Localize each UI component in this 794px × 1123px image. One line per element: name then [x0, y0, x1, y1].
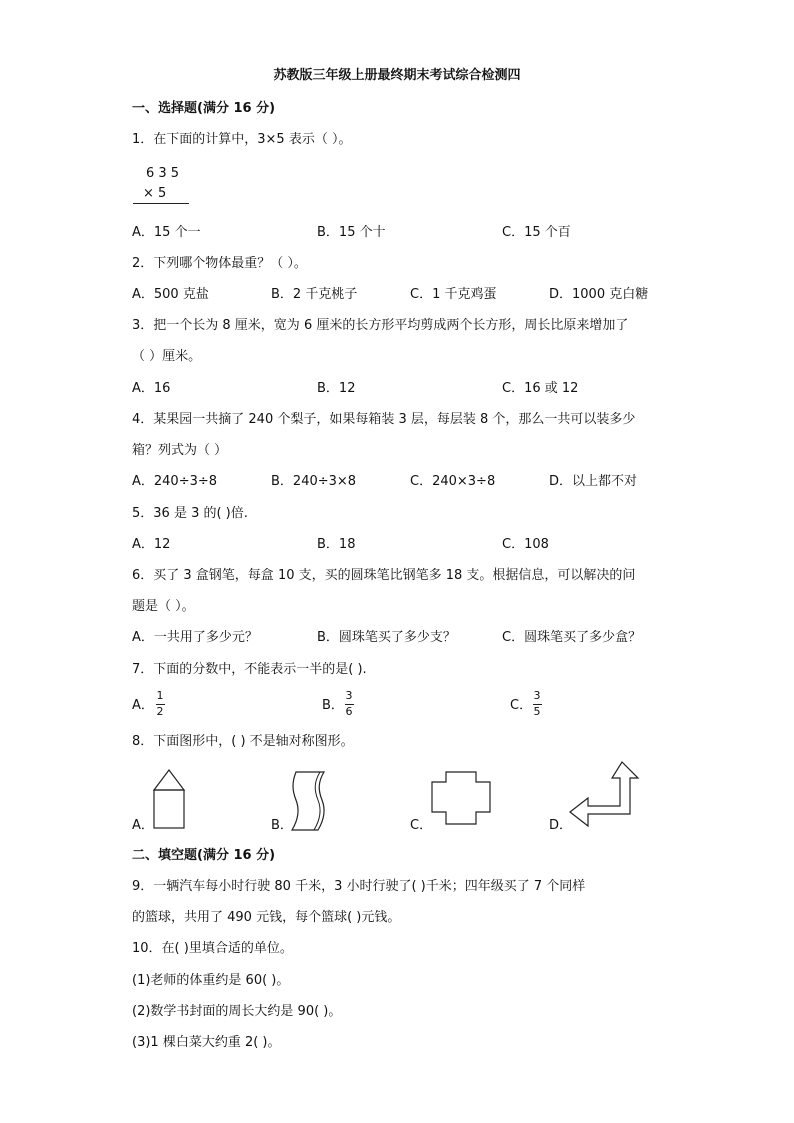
section-heading-choice: 一、选择题(满分 16 分): [132, 101, 276, 116]
question-4-option-b: B．240÷3×8: [271, 474, 357, 489]
question-9-line1: 9．一辆汽车每小时行驶 80 千米，3 小时行驶了( )千米；四年级买了 7 个同样: [132, 879, 586, 894]
question-10-item-2: (2)数学书封面的周长大约是 90( )。: [132, 1004, 342, 1019]
question-1-option-b: B．15 个十: [317, 225, 386, 240]
question-5-option-b: B．18: [317, 537, 356, 552]
question-2-option-c: C．1 千克鸡蛋: [410, 287, 497, 302]
question-2-stem: 2．下列哪个物体最重？（ ）。: [132, 256, 307, 271]
question-6-stem-line1: 6．买了 3 盒钢笔，每盒 10 支，买的圆珠笔比钢笔多 18 支。根据信息，可以解决的问: [132, 568, 636, 583]
question-4-stem-line1: 4．某果园一共摘了 240 个梨子，如果每箱装 3 层，每层装 8 个，那么一共可以装多少: [132, 412, 636, 427]
question-10-item-3: (3)1 棵白菜大约重 2( )。: [132, 1035, 281, 1050]
question-1-stem: 1．在下面的计算中，3×5 表示（ ）。: [132, 132, 352, 147]
question-10-item-1: (1)老师的体重约是 60( )。: [132, 973, 290, 988]
calc-multiplier: × 5: [143, 186, 167, 201]
question-9-line2: 的篮球，共用了 490 元钱，每个篮球( )元钱。: [132, 910, 401, 925]
question-3-option-a: A．16: [132, 381, 171, 396]
calc-multiplicand: 6 3 5: [146, 166, 180, 181]
question-1-option-a: A．15 个一: [132, 225, 201, 240]
question-6-option-b: B．圆珠笔买了多少支？: [317, 630, 456, 645]
question-5-option-c: C．108: [502, 537, 549, 552]
bent-arrow-shape-icon: [568, 760, 640, 830]
question-7-option-c-numerator: 3: [533, 689, 541, 702]
question-4-option-d: D．以上都不对: [549, 474, 638, 489]
section-heading-fill-in: 二、填空题(满分 16 分): [132, 848, 276, 863]
question-8-option-b-label: B．: [271, 818, 293, 833]
question-3-stem-line2: （ ）厘米。: [132, 349, 202, 364]
question-4-option-a: A．240÷3÷8: [132, 474, 218, 489]
question-8-option-c-label: C．: [410, 818, 433, 833]
question-7-option-a-label: A．: [132, 698, 154, 713]
question-2-option-b: B．2 千克桃子: [271, 287, 358, 302]
question-10-stem: 10．在( )里填合适的单位。: [132, 941, 293, 956]
question-7-option-c-label: C．: [510, 698, 533, 713]
question-3-option-b: B．12: [317, 381, 356, 396]
question-8-option-d-label: D．: [549, 818, 573, 833]
question-6-option-c: C．圆珠笔买了多少盒？: [502, 630, 642, 645]
page-title: 苏教版三年级上册最终期末考试综合检测四: [273, 68, 521, 83]
question-2-option-d: D．1000 克白糖: [549, 287, 649, 302]
question-3-stem-line1: 3．把一个长为 8 厘米，宽为 6 厘米的长方形平均剪成两个长方形，周长比原来增加了: [132, 318, 629, 333]
calc-underline: [133, 203, 189, 204]
question-7-option-a-numerator: 1: [156, 689, 164, 702]
question-8-stem: 8．下面图形中，( ) 不是轴对称图形。: [132, 734, 354, 749]
question-4-stem-line2: 箱？列式为（ ）: [132, 443, 228, 458]
question-2-option-a: A．500 克盐: [132, 287, 209, 302]
question-1-option-c: C．15 个百: [502, 225, 571, 240]
question-7-option-c-denominator: 5: [533, 705, 541, 718]
question-7-option-b-denominator: 6: [345, 705, 353, 718]
question-6-stem-line2: 题是（ ）。: [132, 599, 195, 614]
question-7-stem: 7．下面的分数中，不能表示一半的是( ).: [132, 662, 367, 677]
plus-cross-shape-icon: [430, 770, 492, 826]
question-7-option-b-numerator: 3: [345, 689, 353, 702]
question-8-option-a-label: A．: [132, 818, 154, 833]
question-3-option-c: C．16 或 12: [502, 381, 579, 396]
wavy-band-shape-icon: [290, 770, 330, 832]
question-7-option-a-denominator: 2: [156, 705, 164, 718]
question-6-option-a: A．一共用了多少元？: [132, 630, 258, 645]
question-7-option-b-label: B．: [322, 698, 344, 713]
question-5-option-a: A．12: [132, 537, 171, 552]
question-5-stem: 5．36 是 3 的( )倍.: [132, 506, 248, 521]
house-shape-icon: [152, 768, 186, 830]
question-4-option-c: C．240×3÷8: [410, 474, 496, 489]
